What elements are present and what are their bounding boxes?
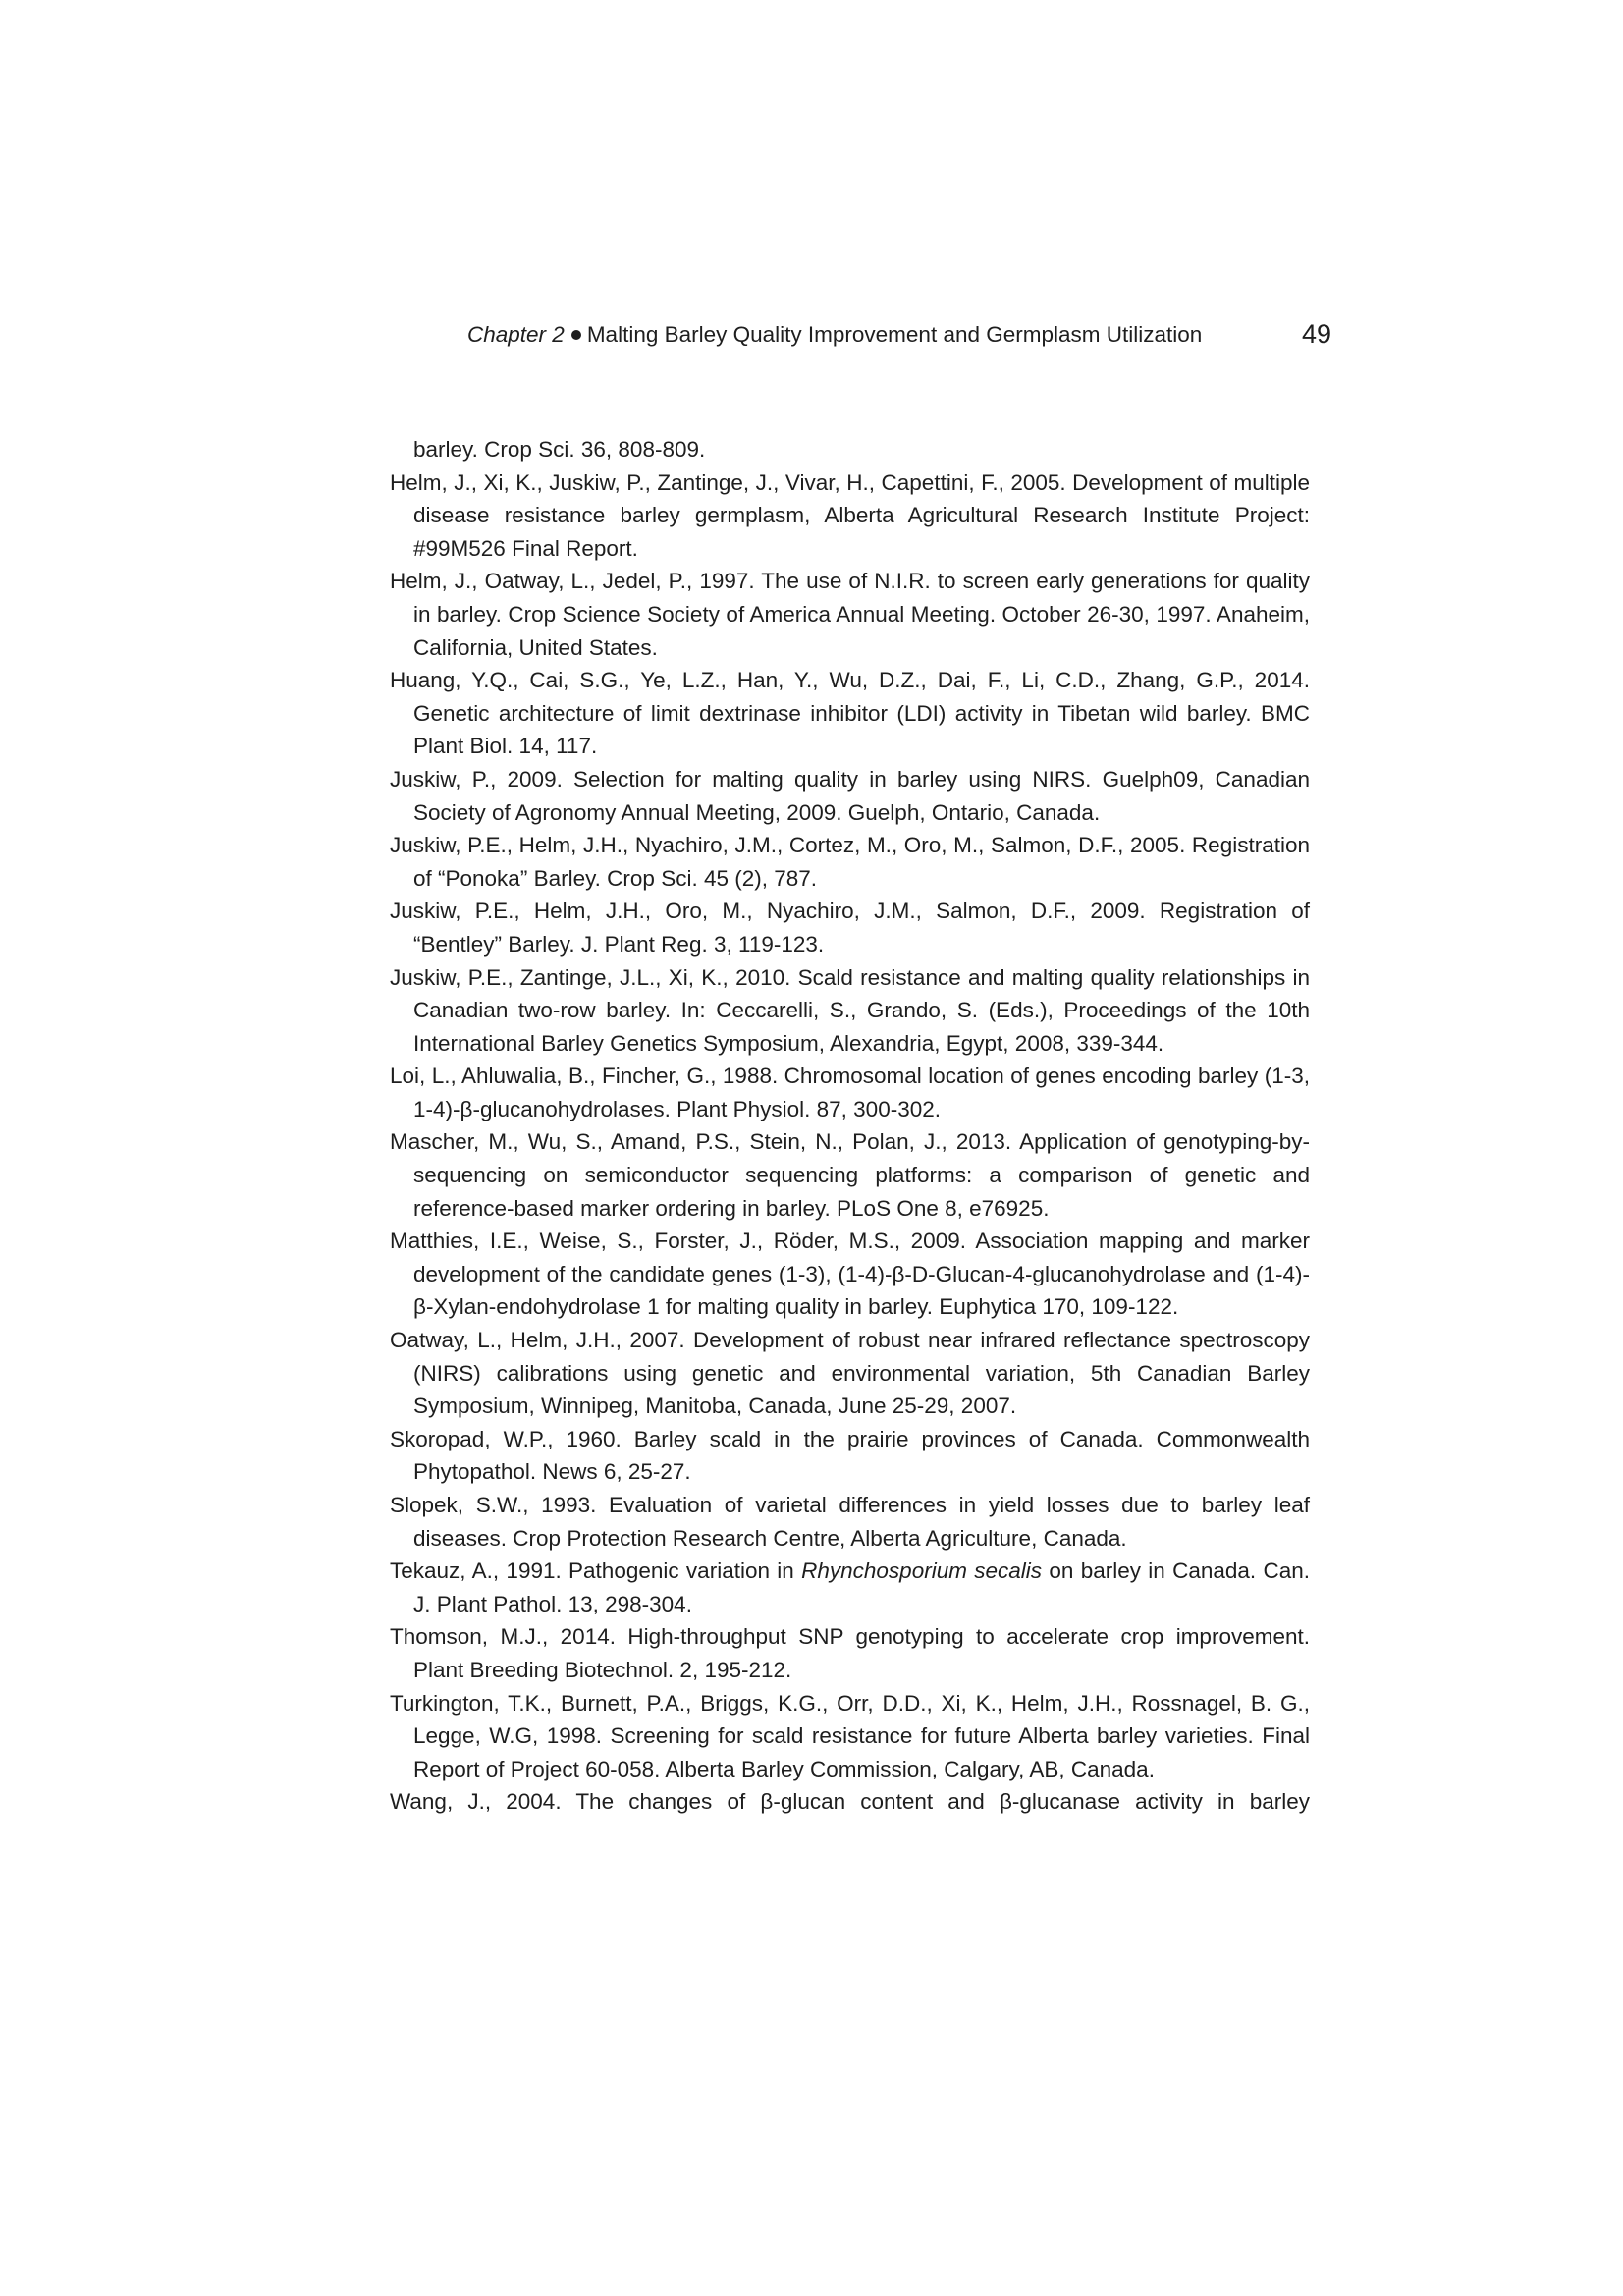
reference-entry: Juskiw, P.E., Helm, J.H., Oro, M., Nyachiro, J.M., Salmon, D.F., 2009. Registration of “Bentley” Barley. J. Plant Reg. 3, 119-123. (390, 899, 1310, 957)
reference-entry: Huang, Y.Q., Cai, S.G., Ye, L.Z., Han, Y., Wu, D.Z., Dai, F., Li, C.D., Zhang, G.P., 2014. Genetic architecture of limit dextrinase inhibitor (LDI) activity in Tibetan wild barley. BMC Plant Biol. 14, 117. (390, 668, 1310, 759)
reference-text: on barley in Canada. Can. J. Plant Pathol. 13, 298-304. (413, 1558, 1311, 1616)
running-header (467, 317, 1331, 353)
bullet-separator (571, 330, 581, 340)
chapter-label: Chapter 2 (467, 322, 565, 347)
reference-entry: Oatway, L., Helm, J.H., 2007. Development of robust near infrared reflectance spectroscopy (NIRS) calibrations using genetic and environmental variation, 5th Canadian Barley Symposium, Winnipeg, Manitoba, Canada, June 25-29, 2007. (390, 1328, 1310, 1419)
reference-entry: Thomson, M.J., 2014. High-throughput SNP genotyping to accelerate crop improvement. Plant Breeding Biotechnol. 2, 195-212. (390, 1624, 1310, 1682)
reference-entry: Helm, J., Oatway, L., Jedel, P., 1997. The use of N.I.R. to screen early generations for quality in barley. Crop Science Society of America Annual Meeting. October 26-30, 1997. Anaheim, California, United States. (390, 569, 1310, 660)
reference-entry: Loi, L., Ahluwalia, B., Fincher, G., 1988. Chromosomal location of genes encoding barley (1-3, 1-4)-β-glucanohydrolases. Plant Physiol. 87, 300-302. (390, 1064, 1310, 1121)
reference-entry: Slopek, S.W., 1993. Evaluation of varietal differences in yield losses due to barley leaf diseases. Crop Protection Research Centre, Alberta Agriculture, Canada. (390, 1493, 1310, 1551)
reference-list (390, 433, 1310, 1819)
reference-entry: barley. Crop Sci. 36, 808-809. (413, 437, 706, 462)
reference-entry: Turkington, T.K., Burnett, P.A., Briggs, K.G., Orr, D.D., Xi, K., Helm, J.H., Rossnagel, B. G., Legge, W.G, 1998. Screening for scald resistance for future Alberta barley varieties. Final Report of Project 60-058. Alberta Barley Commission, Calgary, AB, Canada. (390, 1690, 1310, 1781)
reference-entry: Wang, J., 2004. The changes of β-glucan content and β-glucanase activity in barley (390, 1789, 1310, 1815)
reference-entry: Helm, J., Xi, K., Juskiw, P., Zantinge, J., Vivar, H., Capettini, F., 2005. Development of multiple disease resistance barley germplasm, Alberta Agricultural Research Institute Project: #99M526 Final Report. (390, 469, 1310, 561)
reference-entry: Juskiw, P.E., Helm, J.H., Nyachiro, J.M., Cortez, M., Oro, M., Salmon, D.F., 2005. Registration of “Ponoka” Barley. Crop Sci. 45 (2), 787. (390, 833, 1310, 891)
species-name-italic: Rhynchosporium secalis (801, 1558, 1043, 1584)
reference-text: Tekauz, A., 1991. Pathogenic variation in (390, 1558, 802, 1584)
page-number: 49 (1301, 319, 1331, 349)
reference-entry: Juskiw, P.E., Zantinge, J.L., Xi, K., 2010. Scald resistance and malting quality relationships in Canadian two-row barley. In: Ceccarelli, S., Grando, S. (Eds.), Proceedings of the 10th International Barley Genetics Symposium, Alexandria, Egypt, 2008, 339-344. (390, 964, 1310, 1056)
reference-entry: Juskiw, P., 2009. Selection for malting quality in barley using NIRS. Guelph09, Canadian Society of Agronomy Annual Meeting, 2009. Guelph, Ontario, Canada. (390, 766, 1310, 825)
chapter-title: Malting Barley Quality Improvement and Germplasm Utilization (586, 322, 1203, 347)
reference-entry (390, 1555, 1310, 1620)
reference-entry: Mascher, M., Wu, S., Amand, P.S., Stein, N., Polan, J., 2013. Application of genotyping-by-sequencing on semiconductor sequencing platforms: a comparison of genetic and reference-based marker ordering in barley. PLoS One 8, e76925. (390, 1129, 1310, 1221)
reference-entry: Matthies, I.E., Weise, S., Forster, J., Röder, M.S., 2009. Association mapping and marker development of the candidate genes (1-3), (1-4)-β-D-Glucan-4-glucanohydrolase and (1-4)-β-Xylan-endohydrolase 1 for malting quality in barley. Euphytica 170, 109-122. (390, 1229, 1310, 1320)
reference-entry: Skoropad, W.P., 1960. Barley scald in the prairie provinces of Canada. Commonwealth Phytopathol. News 6, 25-27. (390, 1426, 1310, 1485)
